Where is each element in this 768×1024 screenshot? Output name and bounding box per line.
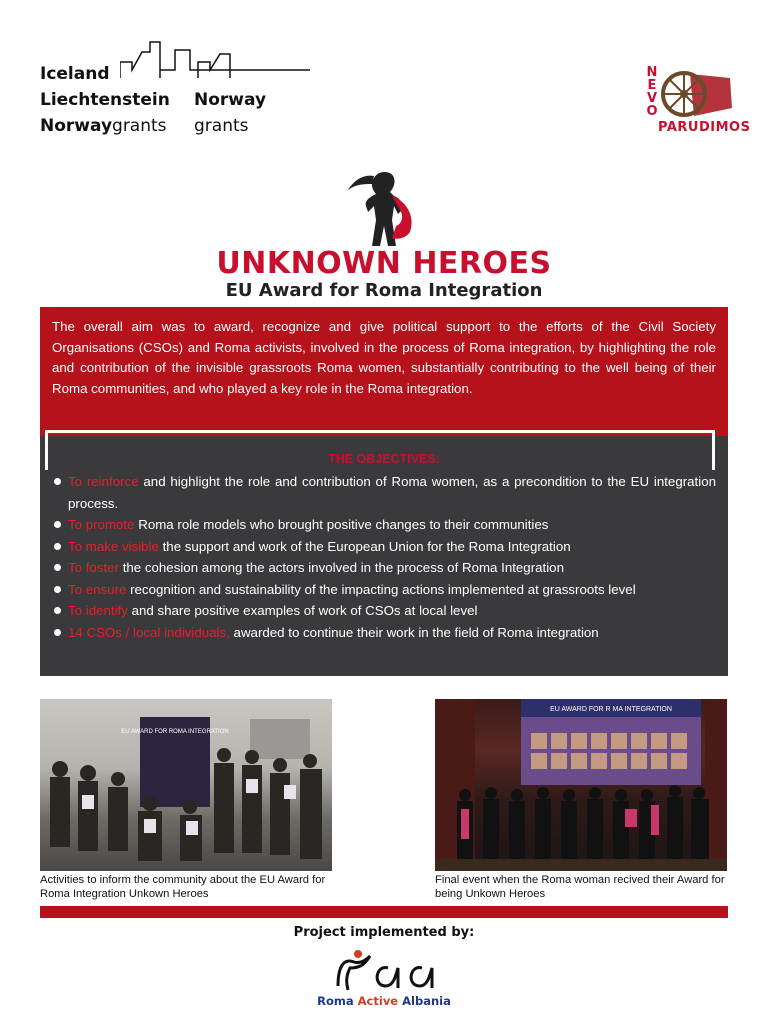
objective-item [52, 471, 716, 514]
objective-verb: To identify [68, 603, 128, 618]
objective-text: and share positive examples of work of CSOs at local level [127, 603, 478, 618]
objective-item [52, 557, 716, 579]
objective-verb: To promote [68, 517, 135, 532]
skyline-icon [120, 40, 310, 80]
superheroine-icon [344, 170, 424, 248]
grants-col2-grants: grants [194, 116, 249, 136]
page-subtitle: EU Award for Roma Integration [225, 280, 543, 301]
raa-logo-icon [314, 946, 454, 994]
hero-section [0, 170, 768, 302]
objective-verb: To foster [68, 560, 119, 575]
grants-norway-bold: Norway [40, 116, 113, 136]
parudimos-word: PARUDIMOS [658, 120, 751, 135]
objective-text: the support and work of the European Union for the Roma Integration [158, 538, 571, 554]
objectives-list [52, 471, 716, 643]
objective-text: and highlight the role and contribution of Roma women, as a precondition to the EU integration process. [68, 474, 716, 511]
objectives-title: THE OBJECTIVES: [328, 452, 440, 466]
raa-word-roma: Roma [317, 994, 354, 1008]
aim-text: The overall aim was to award, recognize and give political support to the efforts of the Civil Society Organisations (CSOs) and Roma activists, involved in the process of Roma integration, by highlighting the role and contribution of the invisible grassroots Roma women, substantially contributing to the well being of their Roma communities, and who played a key role in the Roma integration. [52, 319, 716, 396]
objective-verb: To ensure [68, 581, 127, 597]
nevo-letter: E [647, 78, 657, 93]
final-event-photo [435, 699, 727, 871]
eea-norway-grants-logo [40, 40, 280, 140]
poster-text: EU AWARD FOR ROMA INTEGRATION [121, 729, 229, 735]
nevo-letter: N [646, 65, 658, 80]
nevo-letter: O [646, 104, 658, 119]
grants-line-norway-grants [40, 116, 167, 136]
roma-active-albania-logo [314, 946, 454, 1016]
nevo-vertical-letters [646, 66, 658, 118]
objective-verb: To reinforce [68, 474, 139, 489]
photo-illustration [40, 699, 332, 871]
objective-text: awarded to continue their work in the field of Roma integration [229, 624, 599, 640]
objectives-panel [40, 436, 728, 676]
objective-item [52, 536, 716, 558]
objective-item [52, 514, 716, 536]
page-title: UNKNOWN HEROES [216, 246, 552, 281]
implemented-by-label: Project implemented by: [293, 925, 475, 940]
grants-line-iceland: Iceland [40, 64, 110, 84]
community-activity-photo [40, 699, 332, 871]
objective-verb: To make visible [68, 538, 159, 554]
objective-item [52, 600, 716, 622]
objective-text: the cohesion among the actors involved in the process of Roma Integration [119, 560, 564, 575]
objective-item [52, 622, 716, 644]
raa-wordmark [314, 994, 454, 1008]
objectives-frame [45, 430, 715, 470]
photo-illustration [435, 699, 727, 871]
grants-col2-norway: Norway [194, 90, 267, 110]
footer [0, 925, 768, 1016]
objective-text: Roma role models who brought positive changes to their communities [134, 517, 549, 532]
right-photo-caption: Final event when the Roma woman recived their Award for being Unkown Heroes [435, 874, 725, 900]
raa-word-albania: Albania [402, 994, 451, 1008]
objective-verb: 14 CSOs / local individuals, [68, 624, 230, 640]
footer-divider [40, 906, 728, 918]
objective-item [52, 579, 716, 601]
raa-word-active: Active [357, 994, 399, 1008]
objective-text: recognition and sustainability of the impacting actions implemented at grassroots level [126, 581, 636, 597]
screen-text: EU AWARD FOR R MA INTEGRATION [550, 706, 672, 713]
nevo-letter: V [646, 91, 658, 106]
grants-line-liechtenstein: Liechtenstein [40, 90, 170, 110]
left-photo-caption: Activities to inform the community about the EU Award for Roma Integration Unkown Heroes [40, 874, 326, 900]
grants-word: grants [112, 116, 167, 136]
nevo-parudimos-logo [640, 62, 751, 142]
wagon-wheel-icon [660, 68, 736, 120]
